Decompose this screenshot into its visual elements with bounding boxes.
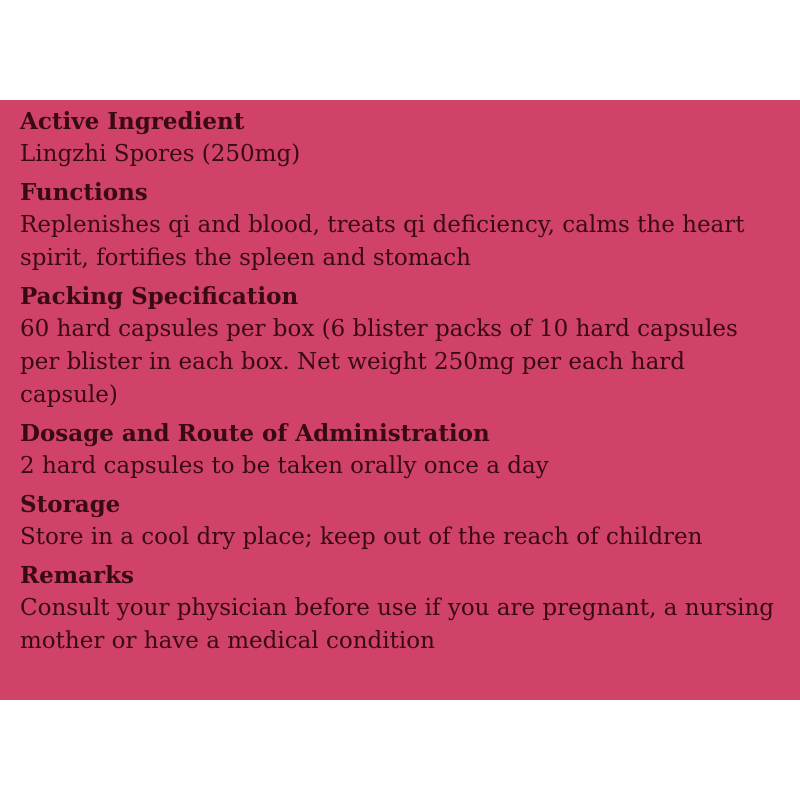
section-body: Lingzhi Spores (250mg) xyxy=(20,141,301,167)
section-functions xyxy=(20,177,778,275)
label-panel xyxy=(0,100,800,700)
section-remarks xyxy=(20,560,778,658)
section-active-ingredient xyxy=(20,106,778,171)
section-body: 60 hard capsules per box (6 blister packs of 10 hard capsules per blister in each box. Net weight 250mg per each hard capsule) xyxy=(20,316,738,408)
section-heading: Dosage and Route of Administration xyxy=(20,420,490,447)
section-heading: Functions xyxy=(20,179,148,206)
section-dosage xyxy=(20,418,778,483)
section-body: Consult your physician before use if you are pregnant, a nursing mother or have a medical condition xyxy=(20,595,775,654)
section-body: 2 hard capsules to be taken orally once a day xyxy=(20,453,549,479)
section-storage xyxy=(20,489,778,554)
section-heading: Storage xyxy=(20,491,121,518)
section-heading: Remarks xyxy=(20,562,134,589)
section-heading: Active Ingredient xyxy=(20,108,245,135)
section-body: Replenishes qi and blood, treats qi deficiency, calms the heart spirit, fortifies the spleen and stomach xyxy=(20,212,745,271)
section-packing-specification xyxy=(20,281,778,412)
section-body: Store in a cool dry place; keep out of the reach of children xyxy=(20,524,703,550)
section-heading: Packing Specification xyxy=(20,283,299,310)
